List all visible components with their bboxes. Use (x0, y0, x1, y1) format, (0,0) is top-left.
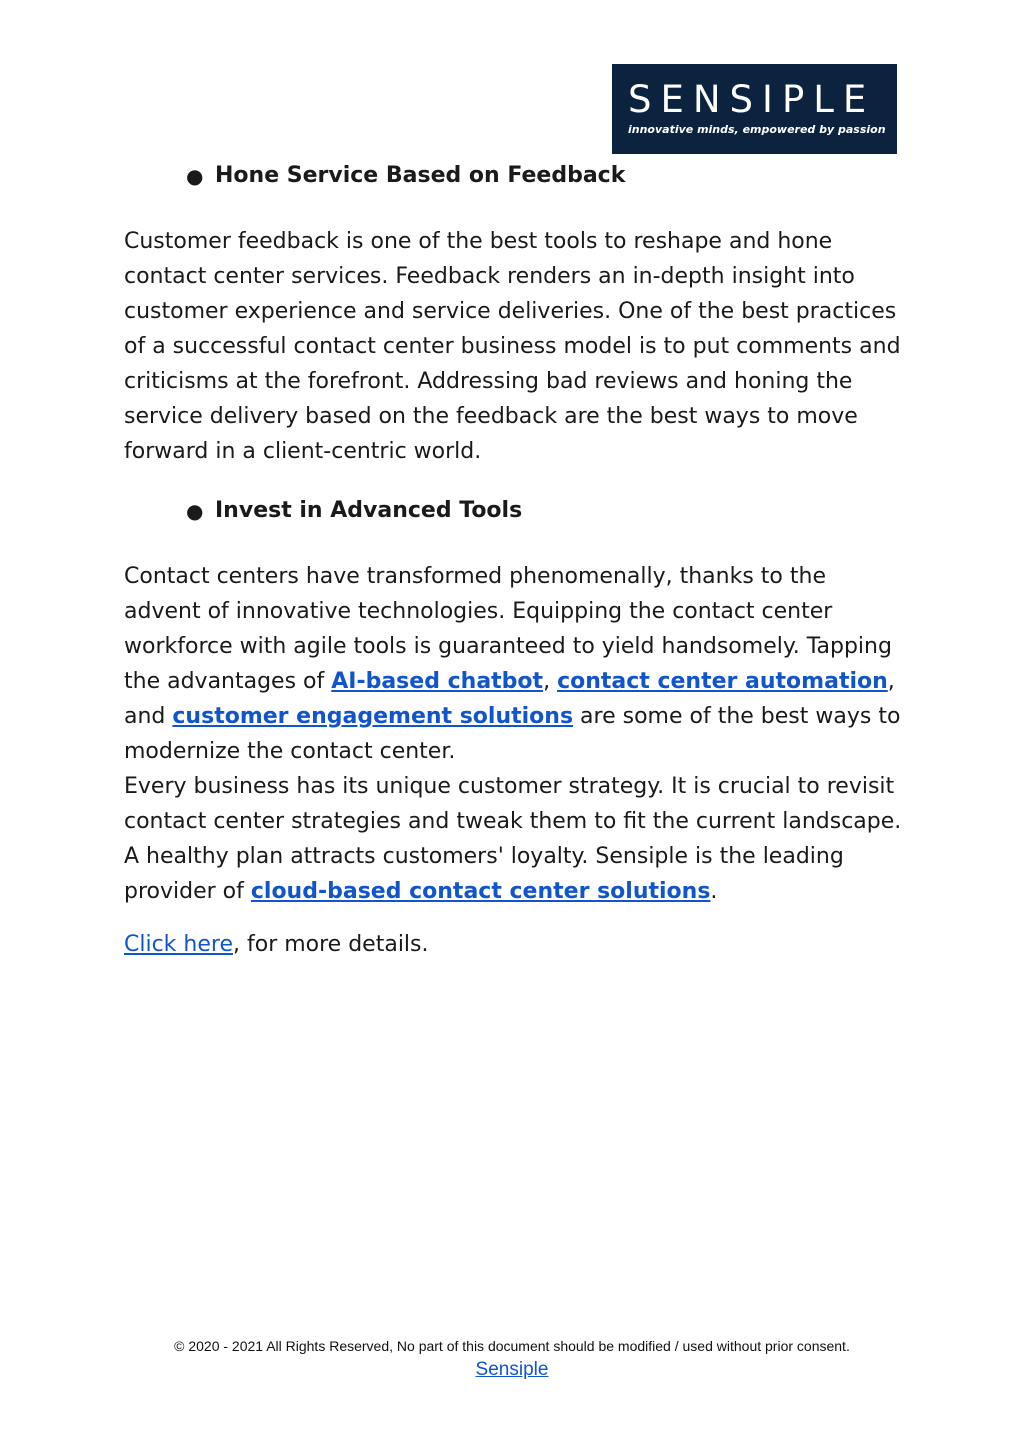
bullet-icon: ● (186, 164, 204, 188)
page-footer (0, 1336, 1024, 1384)
period-text: . (710, 879, 718, 904)
contact-center-automation-link[interactable]: contact center automation (557, 669, 888, 694)
sensiple-logo (612, 64, 897, 154)
section-heading-tools (124, 491, 904, 531)
tools-text: Contact centers have transformed phenomenally, thanks to the advent of innovative technologies. Equipping the contact center workforce with agile tools is guaranteed to yield handsomely. Tapping the advantages of (124, 564, 892, 694)
tools-paragraph (124, 559, 904, 769)
ai-chatbot-link[interactable]: AI-based chatbot (331, 669, 544, 694)
copyright-text: © 2020 - 2021 All Rights Reserved, No part of this document should be modified / used without prior consent. (174, 1338, 850, 1354)
bullet-icon: ● (186, 499, 204, 523)
strategy-text: Every business has its unique customer strategy. It is crucial to revisit contact center strategies and tweak them to fit the current landscape. A healthy plan attracts customers' loyalty. Sensiple is the leading provider of (124, 774, 902, 904)
cta-text: , for more details. (233, 932, 429, 957)
separator-text: , (543, 669, 558, 694)
strategy-paragraph (124, 769, 904, 909)
section-heading-feedback (124, 156, 904, 196)
click-here-link[interactable]: Click here (124, 932, 233, 957)
cloud-contact-center-link[interactable]: cloud-based contact center solutions (250, 879, 711, 904)
customer-engagement-link[interactable]: customer engagement solutions (172, 704, 574, 729)
section-heading-text: Hone Service Based on Feedback (215, 163, 626, 188)
section-heading-text: Invest in Advanced Tools (215, 498, 523, 523)
logo-tagline: innovative minds, empowered by passion (628, 123, 886, 136)
cta-paragraph (124, 927, 904, 962)
separator-text: , and (124, 669, 895, 729)
sensiple-footer-link[interactable]: Sensiple (475, 1359, 549, 1380)
tools-text: are some of the best ways to modernize the contact center. (124, 704, 901, 764)
logo-wordmark: SENSIPLE (628, 78, 876, 121)
document-body (124, 156, 904, 962)
feedback-paragraph: Customer feedback is one of the best tools to reshape and hone contact center services. Feedback renders an in-depth insight into customer experience and service deliveries. One of the best practices of a successful contact center business model is to put comments and criticisms at the forefront. Addressing bad reviews and honing the service delivery based on the feedback are the best ways to move forward in a client-centric world. (124, 229, 901, 464)
